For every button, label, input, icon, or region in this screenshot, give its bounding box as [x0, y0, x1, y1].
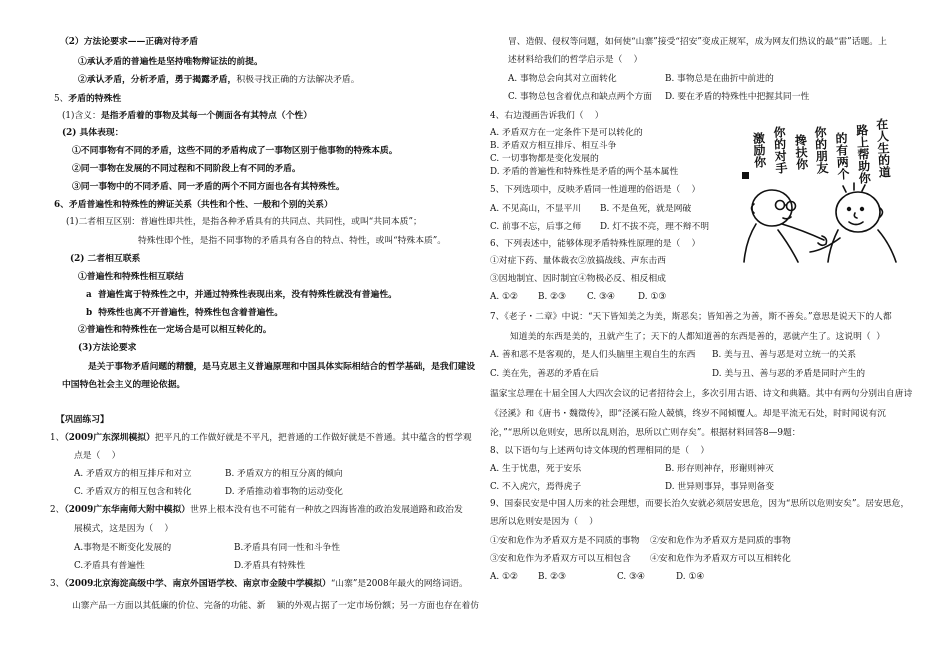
q3-stem-text: “山寨”是2008年最火的网络词语。 [330, 579, 468, 589]
q6-items-line-1: ①对症下药、量体裁衣②放搞战线、声东击西 [490, 256, 666, 266]
q6-stem: 6、下列表述中，能够体现矛盾特殊性原理的是（ ） [490, 239, 701, 249]
material-line-2: 《泾溪》和《唐书・魏徵传》，即“泾溪石险人兢慎，终岁不闻倾覆人。却是平流无石处，时时闻说有沉 [490, 409, 886, 419]
q8-stem: 8、以下语句与上述两句诗文体现的哲理相同的是（ ） [490, 446, 710, 456]
cartoon-caption-col-3: 的有两个 [833, 131, 851, 181]
q7-stem-line-1: 7、《老子・二章》中说：“天下皆知美之为美，斯恶矣；皆知善之为善，斯不善矣。”意思是说天下的人都 [490, 312, 892, 322]
q3-source: （2009北京海淀高级中学、南京外国语学校、南京市金陵中学模拟） [64, 579, 331, 589]
section-6-link-title: (2) 二者相互联系 [70, 254, 141, 264]
method-item-2-rest: 积极寻找正确的方法解决矛盾。 [236, 75, 360, 85]
q3-option-a: A. 事物总会向其对立面转化 [508, 74, 617, 84]
q5-stem: 5、下列选项中，反映矛盾同一性道理的俗语是（ ） [490, 185, 701, 195]
q3-number: 3、 [50, 579, 65, 589]
q1-option-c: C. 矛盾双方的相互包含和转化 [74, 487, 192, 497]
q9-option-c: C. ③④ [617, 572, 645, 582]
q8-option-a: A. 生于忧患，死于安乐 [490, 464, 582, 474]
section-6-link-1a: a 普遍性寓于特殊性之中，并通过特殊性表现出来，没有特殊性就没有普遍性。 [86, 290, 397, 300]
q1-stem-line-1 [50, 431, 472, 445]
q4-stem: 4、右边漫画告诉我们（ ） [490, 111, 604, 121]
q2-option-c: C.矛盾具有普遍性 [74, 561, 145, 571]
section-5-expression-label: (2) 具体表现： [62, 128, 124, 138]
q7-stem-line-2: 知道美的东西是美的，丑就产生了；天下的人都知道善的东西是善的，恶就产生了。这说明（ ） [510, 332, 886, 342]
q9-option-b: B. ②③ [538, 572, 566, 582]
q4-cartoon [728, 112, 906, 264]
practice-heading: 【巩固练习】 [56, 415, 109, 425]
q2-option-a: A.事物是不断变化发展的 [74, 543, 172, 553]
q4-option-a: A. 矛盾双方在一定条件下是可以转化的 [490, 128, 643, 138]
cartoon-caption-col-1: 在人生的道 [874, 117, 892, 179]
q4-option-c: C. 一切事物都是变化发展的 [490, 154, 599, 164]
q1-option-a: A. 矛盾双方的相互排斥和对立 [74, 469, 192, 479]
section-6-method-line-2: 中国特色社会主义的理论依据。 [62, 380, 186, 390]
q2-stem-text: 世界上根本没有也不可能有一种放之四海皆准的政治发展道路和政治发 [190, 505, 463, 515]
q6-items-line-2: ③因地制宜、因时制宜④物极必反、相反相成 [490, 274, 666, 284]
q1-stem-line-2: 点是（ ） [74, 451, 121, 461]
q9-item-3: ③安和危作为矛盾双方可以互相包含 [490, 554, 631, 564]
section-5-expression-3: ③同一事物中的不同矛盾、同一矛盾的两个不同方面也各有其特殊性。 [72, 182, 345, 192]
q6-option-d: D. ①③ [638, 292, 667, 302]
q8-option-d: D. 世异则事异，事异则备变 [665, 482, 775, 492]
q9-stem-line-2: 思所以危则安是因为（ ） [490, 517, 598, 527]
section-6-title: 6、矛盾普遍性和特殊性的辨证关系（共性和个性、一般和个别的关系） [54, 200, 333, 210]
method-item-1: ①承认矛盾的普遍性是坚持唯物辩证法的前提。 [78, 57, 263, 67]
section-5-meaning-label: (1)含义： [62, 111, 101, 121]
q5-option-b: B. 不是鱼死，就是网破 [600, 204, 692, 214]
section-6-method-title: (3)方法论要求 [78, 343, 137, 353]
q2-option-d: D.矛盾具有特殊性 [234, 561, 306, 571]
section-6-link-1b: b 特殊性也离不开普遍性，特殊性包含着普遍性。 [86, 308, 284, 318]
q9-option-a: A. ①② [490, 572, 518, 582]
q2-option-b: B.矛盾具有同一性和斗争性 [234, 543, 341, 553]
q8-option-c: C. 不入虎穴，焉得虎子 [490, 482, 582, 492]
section-5-title [54, 92, 121, 106]
q2-source: （2009广东华南师大附中模拟） [64, 505, 191, 515]
q1-option-d: D. 矛盾推动着事物的运动变化 [225, 487, 343, 497]
q6-option-b: B. ②③ [538, 292, 566, 302]
section-6-difference-line-1: (1)二者相互区别：普遍性即共性，是指各种矛盾具有的共同点、共同性，或叫“共同本质”； [66, 217, 422, 227]
q3-option-c: C. 事物总包含着优点和缺点两个方面 [508, 92, 652, 102]
material-line-3: 沦，”“思所以危则安，思所以乱则治，思所以亡则存矣”。根据材料回答8—9题： [490, 428, 801, 438]
section-6-link-1: ①普遍性和特殊性相互联结 [78, 272, 184, 282]
q5-option-c: C. 前事不忘，后事之师 [490, 222, 582, 232]
section-6-link-2: ②普遍性和特殊性在一定场合是可以相互转化的。 [78, 325, 272, 335]
method-item-2-bold: ②承认矛盾，分析矛盾，勇于揭露矛盾， [78, 75, 237, 85]
section-5-meaning [62, 109, 312, 123]
q1-number: 1、 [50, 433, 65, 443]
q9-item-2: ②安和危作为矛盾双方是同质的事物 [650, 536, 791, 546]
q2-stem-line-2: 展模式，这是因为（ ） [74, 524, 174, 534]
cartoon-caption-col-4: 你的朋友 [812, 125, 830, 175]
cartoon-caption-col-7: 激励你 [751, 131, 767, 169]
q7-option-c: C. 美在先，善恶的矛盾在后 [490, 369, 599, 379]
cartoon-right-figure [810, 183, 896, 262]
q3-option-d: D. 要在矛盾的特殊性中把握其同一性 [665, 92, 810, 102]
q2-number: 2、 [50, 505, 65, 515]
method-item-2 [78, 73, 360, 87]
cartoon-seal-mark [742, 172, 749, 179]
q1-stem-text: 把平凡的工作做好就是不平凡，把普通的工作做好就是不普通。其中蕴含的哲学观 [154, 433, 472, 443]
q3-stem-line-1 [50, 577, 468, 591]
section-6-method-line-1: 是关于事物矛盾问题的精髓，是马克思主义普遍原理和中国具体实际相结合的哲学基础，是我们建设 [88, 362, 476, 372]
section-6-difference-line-2: 特殊性即个性，是指不同事物的矛盾具有各自的特点、特性，或叫“特殊本质”。 [138, 236, 447, 246]
section-5-expression-1: ①不同事物有不同的矛盾，这些不同的矛盾构成了一事物区别于他事物的特殊本质。 [72, 146, 398, 156]
q9-stem-line-1: 9、国泰民安是中国人历来的社会理想，而要长治久安就必须居安思危，因为“思所以危则安矣”。居安思危， [490, 499, 910, 509]
q7-option-a: A. 善和恶不是客观的，是人们头脑里主观自生的东西 [490, 350, 696, 360]
q3-stem-line-3: 冒、造假、侵权等问题，如何使“山寨”接受“招安”变成正规军，成为网友们热议的最“雷”话题。上 [508, 37, 887, 47]
method-heading: （2）方法论要求——正确对待矛盾 [60, 37, 199, 47]
q5-option-a: A. 不见高山，不显平川 [490, 204, 582, 214]
q4-option-d: D. 矛盾的普遍性和特殊性是矛盾的两个基本属性 [490, 167, 679, 177]
q5-option-d: D. 灯不拔不亮，理不辩不明 [600, 222, 710, 232]
q3-stem-line-2: 山寨产品一方面以其低廉的价位、完备的功能、新 颖的外观占据了一定市场份额；另一方面也存在着仿 [72, 601, 480, 611]
q9-option-d: D. ①④ [676, 572, 705, 582]
q9-item-4: ④安和危作为矛盾双方可以互相转化 [650, 554, 791, 564]
cartoon-caption-col-5: 搀扶你 [793, 133, 809, 171]
q7-option-d: D. 美与丑、善与恶的矛盾是同时产生的 [712, 369, 866, 379]
q4-option-b: B. 矛盾双方相互排斥、相互斗争 [490, 141, 617, 151]
q1-source: （2009广东深圳模拟） [64, 433, 155, 443]
material-line-1: 温家宝总理在十届全国人大四次会议的记者招待会上，多次引用古语、诗文和典籍。其中有两句分别出自唐诗 [490, 389, 913, 399]
q6-option-c: C. ③④ [587, 292, 615, 302]
q7-option-b: B. 美与丑、善与恶是对立统一的关系 [712, 350, 857, 360]
q3-stem-line-4: 述材料给我们的哲学启示是（ ） [508, 55, 643, 65]
q6-option-a: A. ①② [490, 292, 518, 302]
cartoon-caption-col-2: 路上帮助你 [854, 123, 872, 185]
section-5-title-text: 矛盾的特殊性 [68, 94, 122, 104]
q8-option-b: B. 形存则神存，形谢则神灭 [665, 464, 774, 474]
q3-option-b: B. 事物总是在曲折中前进的 [665, 74, 774, 84]
q9-item-1: ①安和危作为矛盾双方是不同质的事物 [490, 536, 640, 546]
section-5-meaning-text: 是指矛盾着的事物及其每一个侧面各有其特点（个性） [100, 111, 312, 121]
q2-stem-line-1 [50, 503, 463, 517]
cartoon-caption-col-6: 你的对手 [771, 125, 789, 175]
q1-option-b: B. 矛盾双方的相互分离的倾向 [225, 469, 343, 479]
section-5-number: 5、 [54, 94, 69, 104]
section-5-expression-2: ②同一事物在发展的不同过程和不同阶段上有不同的矛盾。 [72, 164, 301, 174]
